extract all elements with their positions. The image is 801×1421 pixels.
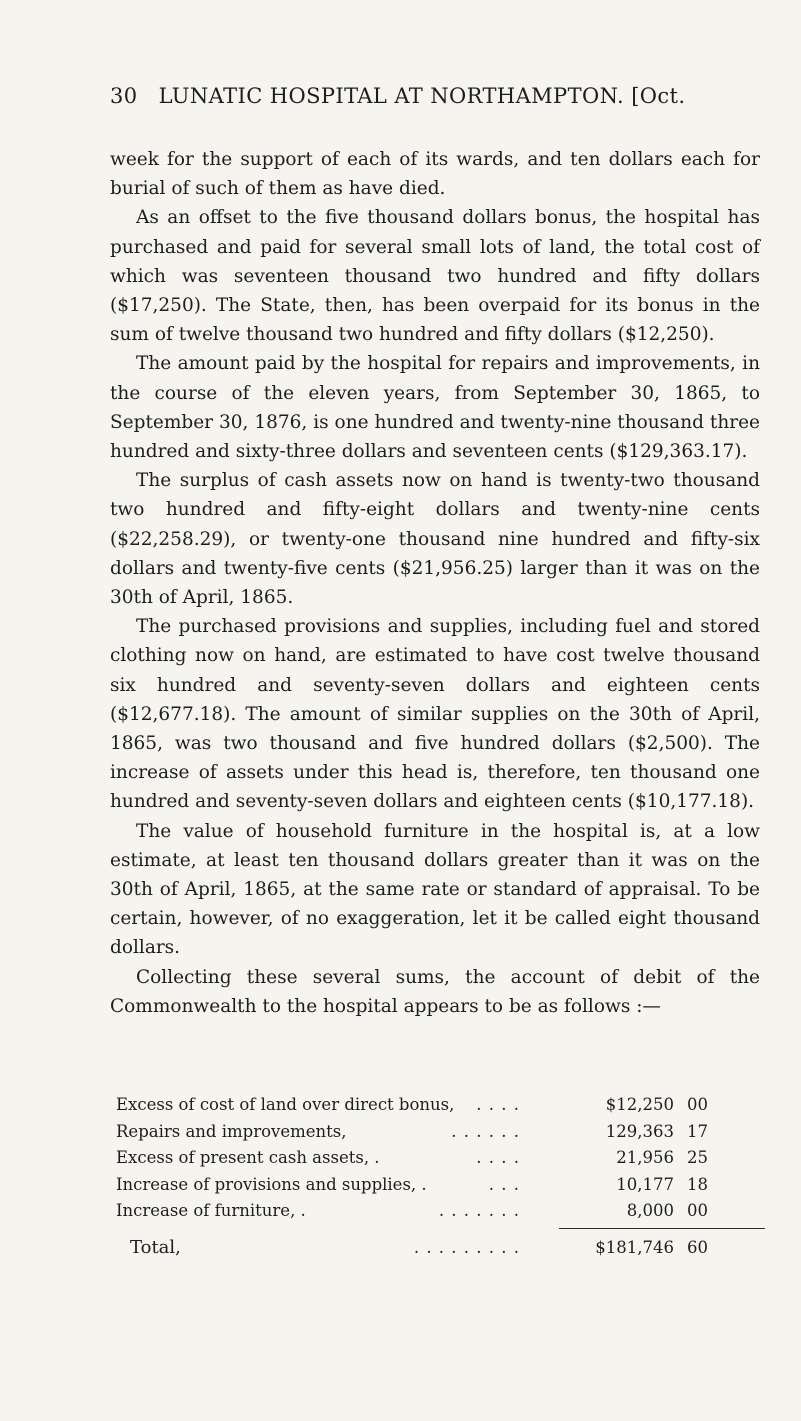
- running-title: LUNATIC HOSPITAL AT NORTHAMPTON.: [158, 84, 625, 108]
- row-label: Excess of cost of land over direct bonus,: [116, 1095, 455, 1114]
- total-amount: $181,746: [595, 1237, 674, 1257]
- paragraph: The purchased provisions and supplies, including fuel and stored clothing now on hand, are estimated to have cost twelve thousand six hundred and seventy-seven dollars and eighteen cents ($12,677.18). The amount of similar supplies on the 30th of April, 1865, was two thousand and five hundred dollars ($2,500). The increase of assets under this head is, therefore, ten thousand one hundred and seventy-seven dollars and eighteen cents ($10,177.18).: [110, 616, 760, 813]
- row-cents: 18: [687, 1174, 708, 1194]
- table-row: [116, 1198, 766, 1225]
- sum-rule: [559, 1228, 765, 1229]
- row-amount: 8,000: [626, 1201, 674, 1220]
- paragraph: As an offset to the five thousand dollars bonus, the hospital has purchased and paid for several small lots of land, the total cost of which was seventeen thousand two hundred and fifty dollars ($17,250). The State, then, has been overpaid for its bonus in the sum of twelve thousand two hundred and fifty dollars ($12,250).: [110, 207, 760, 346]
- row-label: Repairs and improvements,: [116, 1121, 347, 1141]
- table-row: [116, 1119, 766, 1146]
- row-label: Increase of furniture, .: [116, 1201, 306, 1220]
- total-label: Total,: [130, 1236, 181, 1258]
- header-date: [Oct.: [631, 84, 686, 108]
- body-text: [110, 145, 760, 1021]
- leader-dots: . . . .: [476, 1148, 520, 1167]
- total-row: [116, 1235, 766, 1262]
- leader-dots: . . .: [488, 1174, 520, 1194]
- account-table: [116, 1092, 766, 1261]
- row-cents: 00: [687, 1095, 708, 1114]
- total-cents: 60: [687, 1237, 708, 1257]
- leader-dots: . . . . . .: [451, 1121, 520, 1141]
- paragraph: The value of household furniture in the hospital is, at a low estimate, at least ten thousand dollars greater than it was on the 30th of April, 1865, at the same rate or standard of appraisal. To be certain, however, of no exaggeration, let it be called eight thousand dollars.: [110, 820, 760, 959]
- row-label: Excess of present cash assets, .: [116, 1148, 380, 1167]
- row-amount: 10,177: [616, 1174, 674, 1194]
- leader-dots: . . . . . . . . .: [413, 1237, 520, 1257]
- row-cents: 17: [687, 1121, 708, 1141]
- row-amount: $12,250: [605, 1095, 674, 1114]
- page-number: 30: [110, 84, 138, 108]
- row-cents: 25: [687, 1148, 708, 1167]
- paragraph: The amount paid by the hospital for repairs and improvements, in the course of the eleven years, from September 30, 1865, to September 30, 1876, is one hundred and twenty-nine thousand three hundred and sixty-three dollars and seventeen cents ($129,363.17).: [110, 353, 760, 463]
- table-row: [116, 1145, 766, 1172]
- row-amount: 129,363: [605, 1121, 674, 1141]
- paragraph: week for the support of each of its wards, and ten dollars each for burial of such of them as have died.: [110, 149, 760, 200]
- table-row: [116, 1172, 766, 1199]
- row-label: Increase of provisions and supplies, .: [116, 1174, 427, 1194]
- table-row: [116, 1092, 766, 1119]
- paragraph: The surplus of cash assets now on hand is twenty-two thousand two hundred and fifty-eight dollars and twenty-nine cents ($22,258.29), or twenty-one thousand nine hundred and fifty-six dollars and twenty-five cents ($21,956.25) larger than it was on the 30th of April, 1865.: [110, 470, 760, 609]
- paragraph: Collecting these several sums, the account of debit of the Commonwealth to the hospital appears to be as follows :—: [110, 966, 760, 1017]
- leader-dots: . . . .: [476, 1095, 520, 1114]
- page-header: [110, 84, 760, 108]
- row-amount: 21,956: [616, 1148, 674, 1167]
- row-cents: 00: [687, 1201, 708, 1220]
- leader-dots: . . . . . . .: [438, 1201, 520, 1220]
